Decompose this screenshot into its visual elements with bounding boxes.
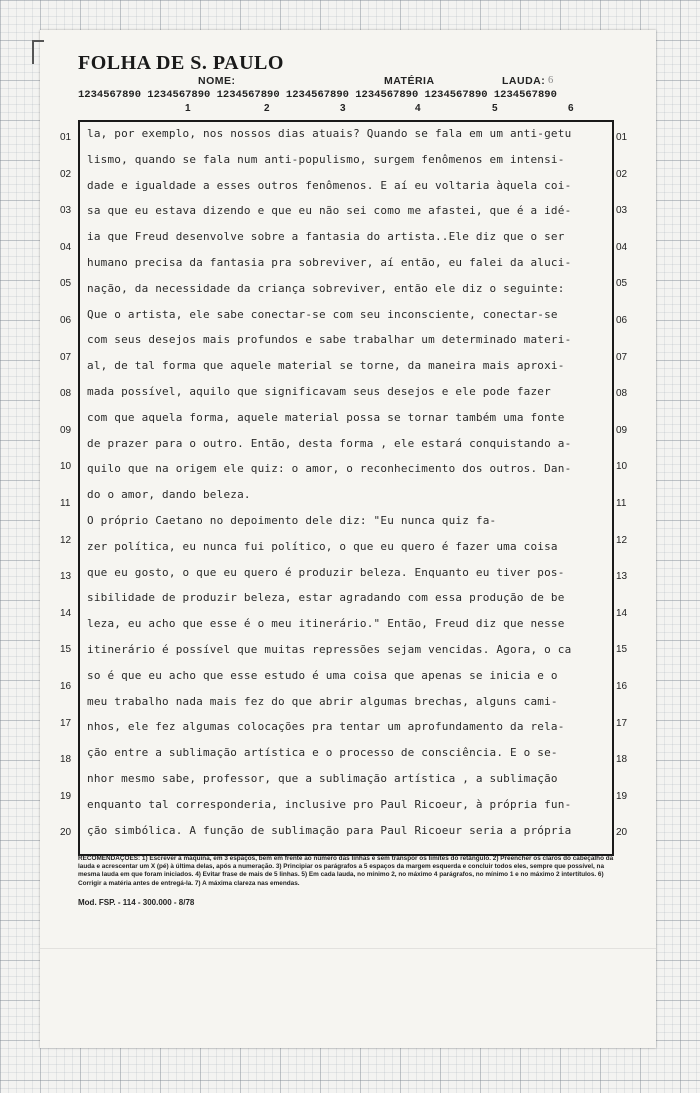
ruler-marker: 4 [415,103,421,114]
line-number-left: 05 [60,278,72,290]
line-number-right: 09 [616,424,628,436]
typed-line: com seus desejos mais profundos e sabe trabalhar um determinado materi- [87,333,572,347]
line-number-right: 03 [616,205,628,217]
ruler-marker: 6 [568,103,574,114]
typed-line: de prazer para o outro. Então, desta forma , ele estará conquistando a- [87,436,572,450]
typed-line: Que o artista, ele sabe conectar-se com seu inconsciente, conectar-se [87,307,558,321]
line-number-left: 10 [60,461,72,473]
line-number-left: 08 [60,388,72,400]
ruler-marker: 1 [185,103,191,114]
line-number-right: 05 [616,278,628,290]
line-number-right: 14 [616,607,628,619]
line-number-right: 18 [616,754,628,766]
line-number-left: 15 [60,644,72,656]
line-number-right: 06 [616,315,628,326]
typed-line: com que aquela forma, aquele material possa se tornar também uma fonte [87,410,565,424]
typed-line: nhor mesmo sabe, professor, que a sublimação artística , a sublimação [87,772,558,785]
typed-line: ção simbólica. A função de sublimação para Paul Ricoeur seria a própria [87,823,572,837]
line-number-right: 17 [616,717,628,729]
line-number-right: 15 [616,644,628,656]
newspaper-logo: FOLHA DE S. PAULO [78,52,284,74]
line-number-left: 04 [60,241,72,253]
ruler-marker: 5 [492,103,498,114]
form-code: Mod. FSP. - 114 - 300.000 - 8/78 [78,898,195,907]
typed-line: al, de tal forma que aquele material se torne, da maneira mais aproxi- [87,359,565,373]
line-number-right: 08 [616,388,628,400]
line-number-right: 07 [616,351,628,363]
typed-line: nação, da necessidade da criança sobreviver, então ele diz o seguinte: [87,281,565,295]
fold-line [40,948,656,949]
typed-line: O próprio Caetano no depoimento dele diz: "Eu nunca quiz fa- [87,514,497,527]
line-number-right: 04 [616,241,628,253]
typed-line: enquanto tal corresponderia, inclusive pro Paul Ricoeur, à própria fun- [87,797,572,811]
line-number-right: 12 [616,534,628,546]
line-number-left: 13 [60,571,72,583]
line-number-left: 17 [60,717,72,729]
typed-line: sa que eu estava dizendo e que eu não sei como me afastei, que é a idé- [87,204,572,218]
typed-line: humano precisa da fantasia pra sobreviver, aí então, eu falei da aluci- [87,256,572,269]
typed-line: mada possível, aquilo que significavam seus desejos e ele pode fazer [87,385,551,398]
line-number-right: 11 [616,498,627,509]
column-ruler-markers [78,103,658,117]
manuscript-sheet [40,30,656,1048]
line-number-left: 18 [60,754,72,766]
recommendations-text: RECOMENDAÇÕES: 1) Escrever à máquina, em 3 espaços, bem em frente ao número das linhas e sem transpor os limites do retângulo. 2) Preencher os claros do cabeçalho da lauda e acrescentar um X (pé) à última delas, após a numeração. 3) Principiar os parágrafos a 5 espaços da margem esquerda e concluir todos eles, sempre que possível, na mesma lauda em que foram iniciados. 4) Evitar frase de mais de 5 linhas. 5) Em cada lauda, no mínimo 2, no máximo 4 parágrafos, no mínimo 1 e no máximo 2 intertítulos. 6) Corrigir a matéria antes de entregá-la. 7) A máxima clareza nas emendas. [78,855,614,887]
line-number-right: 10 [616,461,628,473]
line-number-right: 02 [616,168,628,180]
typed-line: dade e igualdade a esses outros fenômenos. E aí eu voltaria àquela coi- [87,178,572,192]
typed-line: quilo que na origem ele quiz: o amor, o reconhecimento dos outros. Dan- [87,462,572,476]
lauda-page-number: 6 [548,75,554,86]
line-number-left: 20 [60,827,72,839]
line-number-left: 19 [60,790,72,802]
line-number-right: 20 [616,827,628,839]
line-number-left: 06 [60,315,72,326]
ruler-marker: 2 [264,103,270,114]
line-number-right: 19 [616,790,628,802]
line-number-left: 02 [60,168,72,180]
ruler-marker: 3 [340,103,346,114]
line-number-left: 14 [60,607,72,619]
line-number-left: 12 [60,534,72,546]
typed-line: lismo, quando se fala num anti-populismo, surgem fenômenos em intensi- [87,152,565,166]
typed-line: que eu gosto, o que eu quero é produzir beleza. Enquanto eu tiver pos- [87,565,565,579]
line-number-right: 13 [616,571,628,583]
line-number-left: 11 [60,498,71,509]
typed-line: ia que Freud desenvolve sobre a fantasia do artista..Ele diz que o ser [87,230,565,244]
typed-line: so é que eu acho que esse estudo é uma coisa que apenas se inicia e o [87,668,558,682]
line-number-right: 01 [616,132,628,143]
paper-clip-mark [32,40,44,64]
typed-line: ção entre a sublimação artística e o processo de consciência. E o se- [87,746,558,760]
typed-line: la, por exemplo, nos nossos dias atuais? Quando se fala em um anti-getu [87,127,572,140]
name-field-label: NOME: [198,75,236,87]
typed-line: sibilidade de produzir beleza, estar agradando com essa produção de be [87,591,565,605]
typed-line: do o amor, dando beleza. [87,488,251,502]
typed-line: meu trabalho nada mais fez do que abrir algumas brechas, alguns cami- [87,694,558,708]
line-number-left: 07 [60,351,72,363]
materia-field-label: MATÉRIA [384,75,435,87]
line-number-left: 03 [60,205,72,217]
line-number-left: 09 [60,424,72,436]
typed-line: itinerário é possível que muitas repressões sejam vencidas. Agora, o ca [87,643,572,656]
lauda-field-label: LAUDA: [502,75,546,87]
typed-line: leza, eu acho que esse é o meu itinerário." Então, Freud diz que nesse [87,617,565,631]
typed-line: zer política, eu nunca fui político, o que eu quero é fazer uma coisa [87,539,558,553]
line-number-left: 16 [60,681,72,692]
typed-line: nhos, ele fez algumas colocações pra tentar um aprofundamento da rela- [87,720,565,734]
line-number-right: 16 [616,681,628,692]
column-ruler: 1234567890 1234567890 1234567890 1234567890 1234567890 1234567890 1234567890 [78,89,557,101]
line-number-left: 01 [60,132,72,143]
